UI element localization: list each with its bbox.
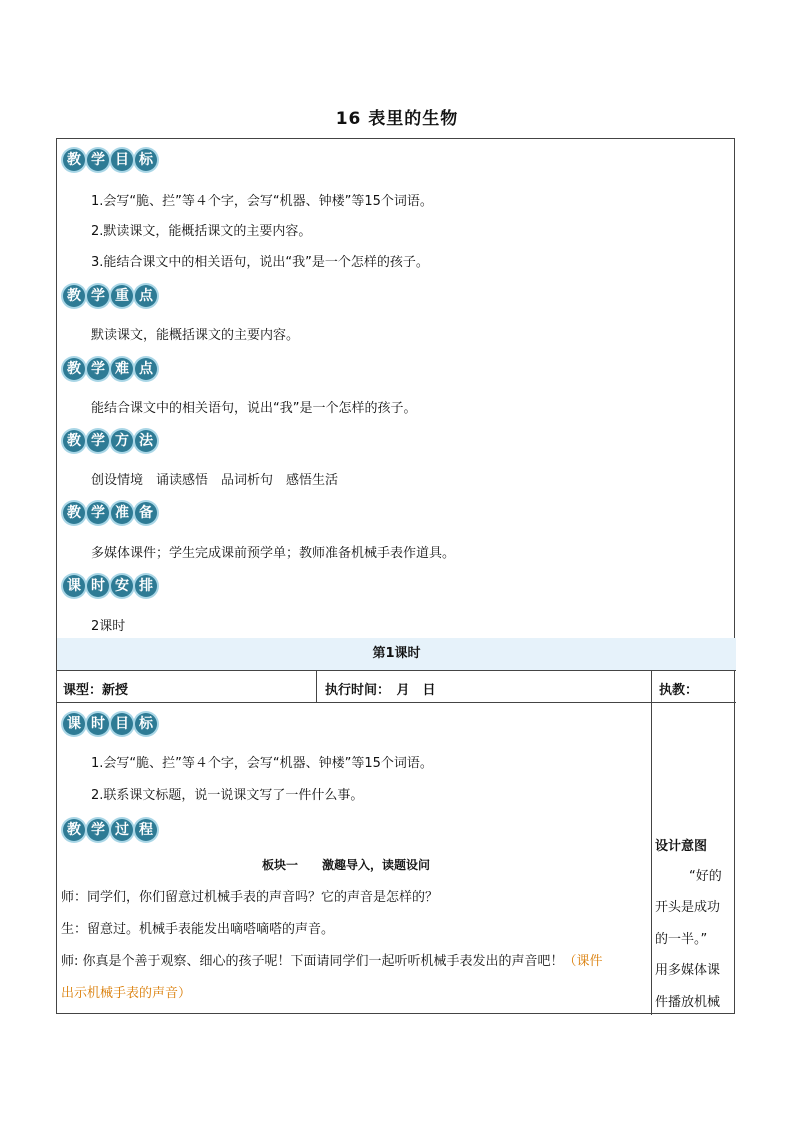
difficulty-line: 能结合课文中的相关语句，说出“我”是一个怎样的孩子。 <box>91 401 417 416</box>
dialogue-line: 出示机械手表的声音） <box>61 986 192 1001</box>
design-note-line: 用多媒体课 <box>655 963 721 978</box>
heading-char: 程 <box>135 819 157 841</box>
heading-char: 学 <box>87 285 109 307</box>
heading-char: 教 <box>63 358 85 380</box>
section-heading-difficulty <box>63 358 159 380</box>
heading-char: 学 <box>87 819 109 841</box>
execution-time-label: 执行时间： 月 日 <box>325 683 436 698</box>
table-rule <box>57 702 736 703</box>
heading-char: 备 <box>135 502 157 524</box>
heading-char: 点 <box>135 285 157 307</box>
heading-char: 学 <box>87 430 109 452</box>
heading-char: 学 <box>87 502 109 524</box>
lesson-type-label: 课型：新授 <box>63 683 129 698</box>
heading-char: 难 <box>111 358 133 380</box>
design-note-heading: 设计意图 <box>655 839 708 854</box>
heading-char: 学 <box>87 358 109 380</box>
lesson-goal-line: 2.联系课文标题，说一说课文写了一件什么事。 <box>91 788 364 803</box>
goal-line: 1.会写“脆、拦”等４个字，会写“机器、钟楼”等15个词语。 <box>91 194 433 209</box>
table-rule <box>57 670 736 671</box>
section-heading-key <box>63 285 159 307</box>
heading-char: 时 <box>87 713 109 735</box>
heading-char: 教 <box>63 149 85 171</box>
heading-char: 法 <box>135 430 157 452</box>
goal-line: 3.能结合课文中的相关语句，说出“我”是一个怎样的孩子。 <box>91 255 429 270</box>
section-heading-goals <box>63 149 159 171</box>
heading-char: 标 <box>135 149 157 171</box>
goal-line: 2.默读课文，能概括课文的主要内容。 <box>91 224 312 239</box>
heading-char: 教 <box>63 502 85 524</box>
heading-char: 排 <box>135 575 157 597</box>
design-note-line: “好的 <box>689 869 722 884</box>
page-title: 16 表里的生物 <box>335 109 459 129</box>
heading-char: 教 <box>63 285 85 307</box>
dialogue-line: 师: 你真是个善于观察、细心的孩子呢！下面请同学们一起听听机械手表发出的声音吧！（课件 <box>61 954 603 969</box>
heading-char: 目 <box>111 713 133 735</box>
methods-line: 创设情境 诵读感悟 品词析句 感悟生活 <box>91 473 339 488</box>
dialogue-line: 生：留意过。机械手表能发出嘀嗒嘀嗒的声音。 <box>61 922 335 937</box>
heading-char: 安 <box>111 575 133 597</box>
heading-char: 时 <box>87 575 109 597</box>
heading-char: 方 <box>111 430 133 452</box>
heading-char: 课 <box>63 575 85 597</box>
heading-char: 课 <box>63 713 85 735</box>
heading-char: 标 <box>135 713 157 735</box>
lesson-period-band: 第1课时 <box>57 638 736 670</box>
heading-char: 准 <box>111 502 133 524</box>
section-heading-prep <box>63 502 159 524</box>
heading-char: 目 <box>111 149 133 171</box>
heading-char: 过 <box>111 819 133 841</box>
design-note-line: 的一半。” <box>655 932 708 947</box>
section-heading-methods <box>63 430 159 452</box>
design-note-line: 件播放机械 <box>655 995 721 1010</box>
heading-char: 重 <box>111 285 133 307</box>
heading-char: 教 <box>63 430 85 452</box>
table-rule <box>316 670 317 702</box>
teacher-label: 执教： <box>659 683 699 698</box>
heading-char: 学 <box>87 149 109 171</box>
section-heading-schedule <box>63 575 159 597</box>
schedule-line: 2课时 <box>91 619 126 634</box>
section-heading-lesson-goals <box>63 713 159 735</box>
design-note-line: 开头是成功 <box>655 900 721 915</box>
block-title: 板块一 激趣导入，读题设问 <box>262 858 431 872</box>
heading-char: 教 <box>63 819 85 841</box>
key-line: 默读课文，能概括课文的主要内容。 <box>91 328 300 343</box>
lesson-plan-table <box>56 138 735 1014</box>
lesson-goal-line: 1.会写“脆、拦”等４个字，会写“机器、钟楼”等15个词语。 <box>91 756 433 771</box>
heading-char: 点 <box>135 358 157 380</box>
prep-line: 多媒体课件；学生完成课前预学单；教师准备机械手表作道具。 <box>91 546 456 561</box>
table-rule <box>651 670 652 1015</box>
dialogue-line: 师：同学们，你们留意过机械手表的声音吗？它的声音是怎样的？ <box>61 890 439 905</box>
section-heading-process <box>63 819 159 841</box>
